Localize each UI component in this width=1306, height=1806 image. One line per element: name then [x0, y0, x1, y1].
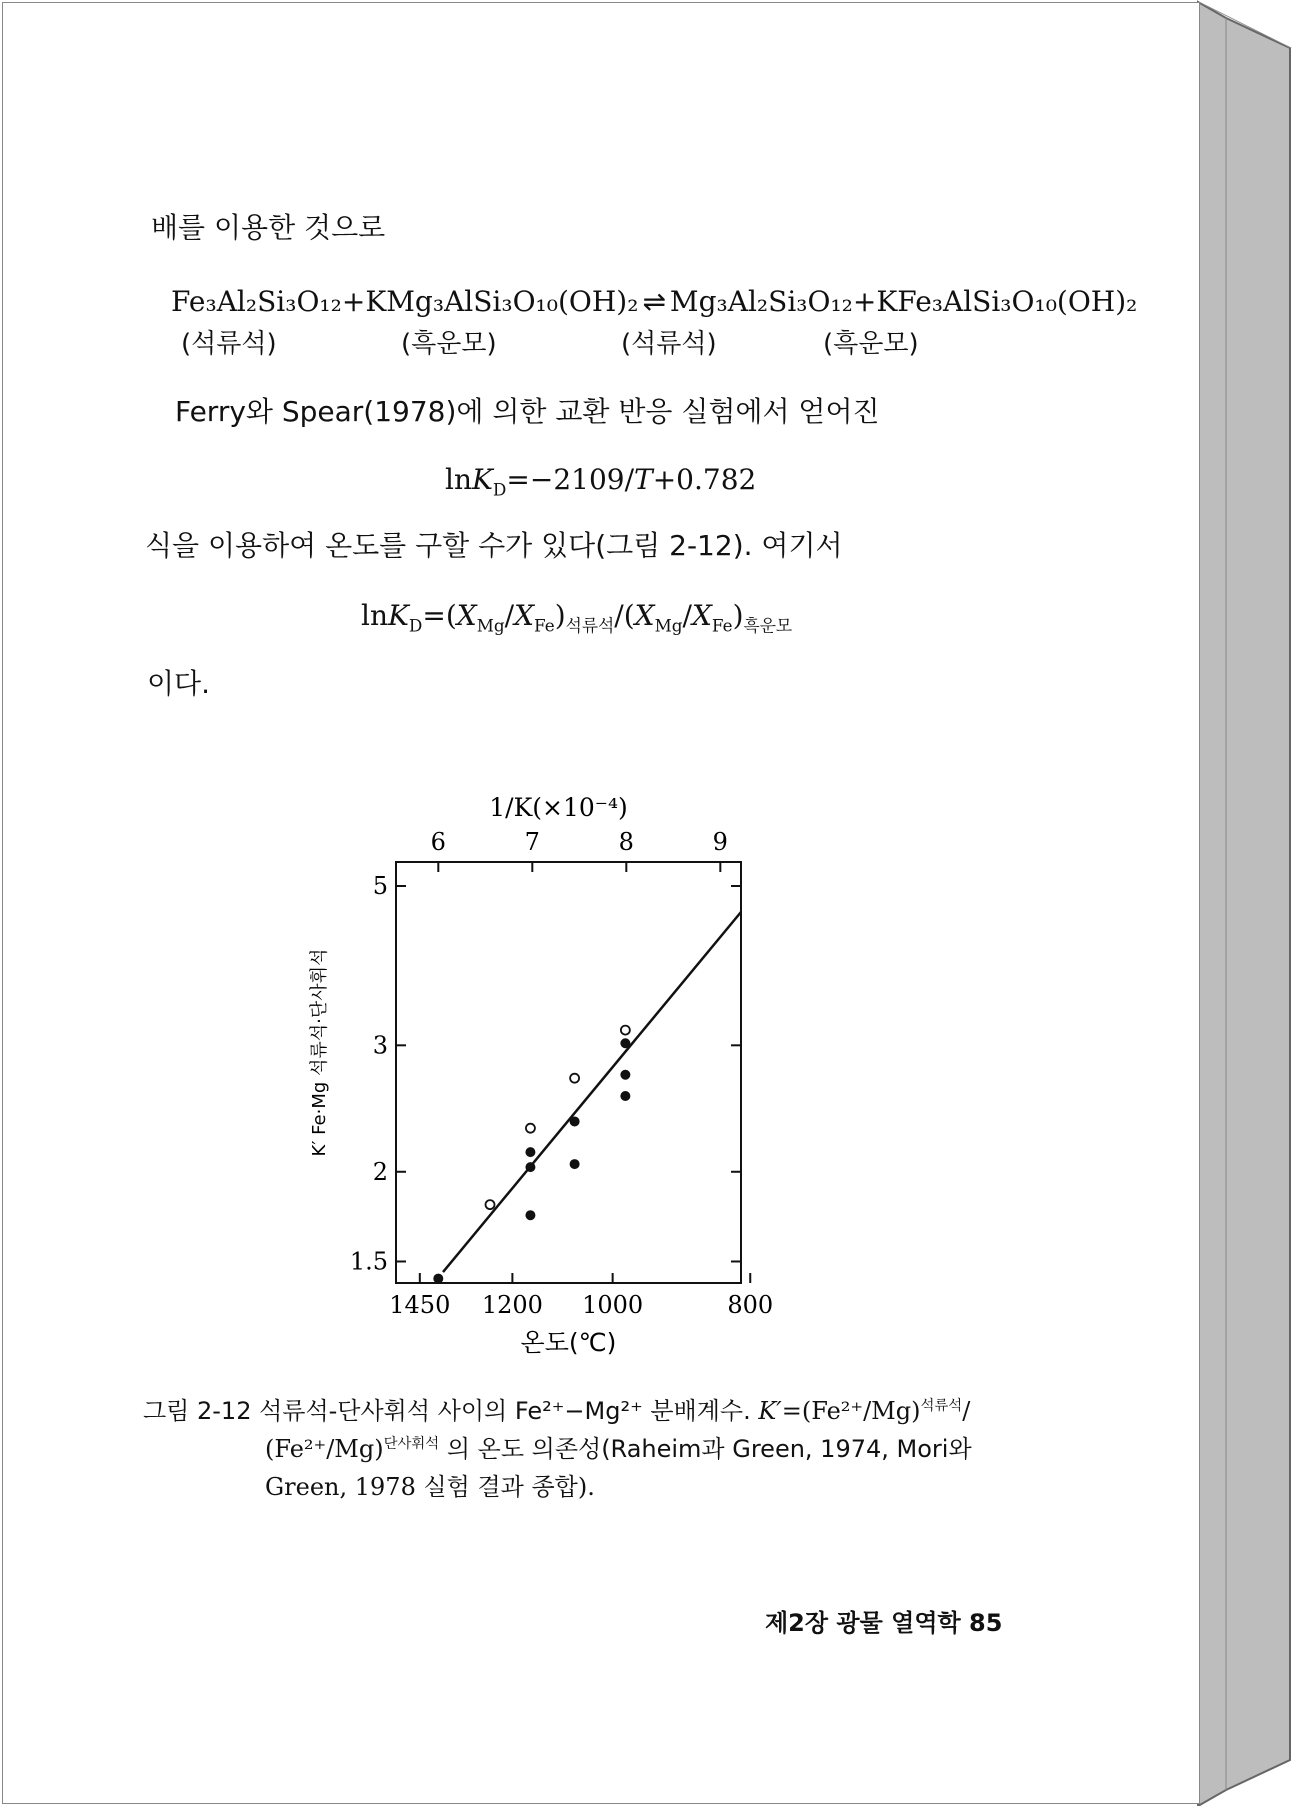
y-tick-label: 5 [372, 872, 388, 901]
equation-part: ) [732, 599, 744, 632]
mineral-label-garnet-1: (석류석) [181, 329, 277, 359]
bottom-x-tick-label: 800 [727, 1291, 774, 1319]
subscript-d: D [492, 479, 507, 500]
mineral-label-garnet-2: (석류석) [621, 329, 717, 359]
bottom-x-tick-label: 1000 [582, 1291, 644, 1319]
filled-data-point [526, 1211, 535, 1220]
open-data-point [486, 1200, 495, 1209]
equation-part: =( [422, 599, 457, 632]
partition-coefficient-chart [283, 788, 803, 1358]
equation-part: /( [614, 599, 635, 632]
page-footer: 제2장 광물 열역학 85 [765, 1609, 1003, 1637]
equation-part: ) [554, 599, 566, 632]
y-tick-label: 2 [372, 1157, 388, 1186]
reaction-equation [171, 285, 1137, 319]
ln-text: ln [361, 599, 388, 632]
plus-sign: + [852, 285, 877, 318]
caption-text: (Fe²⁺/Mg) [265, 1435, 384, 1463]
filled-data-point [526, 1148, 535, 1157]
equation-lnkd-temperature [445, 463, 757, 500]
caption-sup-garnet: 석류석 [920, 1398, 963, 1414]
figure-caption-line-1 [143, 1391, 970, 1426]
open-data-point [570, 1074, 579, 1083]
x-symbol: X [634, 599, 655, 632]
top-x-tick-label: 6 [430, 828, 446, 856]
top-x-tick-label: 7 [524, 828, 540, 856]
subscript-d: D [408, 615, 423, 636]
equation-part: +0.782 [652, 463, 757, 496]
paragraph-end: 이다. [147, 667, 210, 700]
mineral-label-biotite-1: (흑운모) [401, 329, 497, 359]
filled-data-point [434, 1274, 443, 1283]
caption-sup-cpx: 단사휘석 [383, 1436, 440, 1452]
paragraph-temperature: 식을 이용하여 온도를 구할 수가 있다(그림 2-12). 여기서 [145, 529, 843, 562]
filled-data-point [621, 1039, 630, 1048]
subscript-mg: Mg [476, 615, 505, 636]
ln-text: ln [445, 463, 472, 496]
product-biotite-formula: KFe₃AlSi₃O₁₀(OH)₂ [876, 285, 1138, 318]
k-symbol: K [472, 463, 493, 496]
equation-lnkd-definition [361, 599, 793, 636]
equation-part: / [682, 599, 692, 632]
equation-part: =−2109/ [506, 463, 635, 496]
figure-caption-line-2 [265, 1429, 972, 1464]
mineral-label-biotite-2: (흑운모) [823, 329, 919, 359]
caption-text: =(Fe²⁺/Mg) [781, 1397, 921, 1425]
filled-data-point [621, 1091, 630, 1100]
filled-data-point [570, 1160, 579, 1169]
caption-text: 의 온도 의존성(Raheim과 Green, 1974, Mori와 [439, 1435, 972, 1463]
document-page [2, 2, 1200, 1804]
intro-line: 배를 이용한 것으로 [151, 211, 386, 244]
subscript-mg: Mg [654, 615, 683, 636]
y-tick-label: 1.5 [349, 1247, 388, 1276]
filled-data-point [570, 1117, 579, 1126]
t-symbol: T [634, 463, 653, 496]
filled-data-point [621, 1070, 630, 1079]
x-symbol: X [456, 599, 477, 632]
x-symbol: X [691, 599, 712, 632]
subscript-fe: Fe [534, 615, 555, 636]
subscript-garnet: 석류석 [565, 615, 615, 636]
product-garnet-formula: Mg₃Al₂Si₃O₁₂ [669, 285, 853, 318]
paragraph-ferry-spear: Ferry와 Spear(1978)에 의한 교환 반응 실험에서 얻어진 [175, 395, 880, 428]
k-symbol: K [388, 599, 409, 632]
fit-line [443, 912, 741, 1272]
open-data-point [526, 1124, 535, 1133]
reactant-biotite-formula: KMg₃AlSi₃O₁₀(OH)₂ [365, 285, 639, 318]
caption-k-prime: K′ [758, 1397, 782, 1425]
caption-text: / [962, 1397, 971, 1425]
top-x-tick-label: 9 [712, 828, 728, 856]
x-symbol: X [514, 599, 535, 632]
caption-text: 그림 2-12 석류석-단사휘석 사이의 Fe²⁺−Mg²⁺ 분배계수. [143, 1397, 759, 1425]
equation-part: / [504, 599, 515, 632]
filled-data-point [526, 1163, 535, 1172]
bottom-x-tick-label: 1200 [481, 1291, 543, 1319]
bottom-x-tick-label: 1450 [389, 1291, 451, 1319]
open-data-point [621, 1026, 630, 1035]
figure-caption-line-3: Green, 1978 실험 결과 종합). [265, 1473, 595, 1501]
y-tick-label: 3 [372, 1031, 388, 1060]
plus-sign: + [341, 285, 366, 318]
bottom-x-axis-label: 온도(℃) [520, 1328, 617, 1357]
subscript-fe: Fe [711, 615, 733, 636]
top-x-tick-label: 8 [618, 828, 634, 856]
reactant-garnet-formula: Fe₃Al₂Si₃O₁₂ [171, 285, 342, 318]
equilibrium-arrow: ⇌ [642, 285, 666, 318]
top-x-axis-label: 1/K(×10⁻⁴) [489, 793, 628, 822]
plot-frame [396, 862, 741, 1283]
y-axis-label: K′ Fe·Mg 석류석·단사휘석 [309, 948, 330, 1157]
subscript-biotite: 흑운모 [743, 615, 793, 636]
